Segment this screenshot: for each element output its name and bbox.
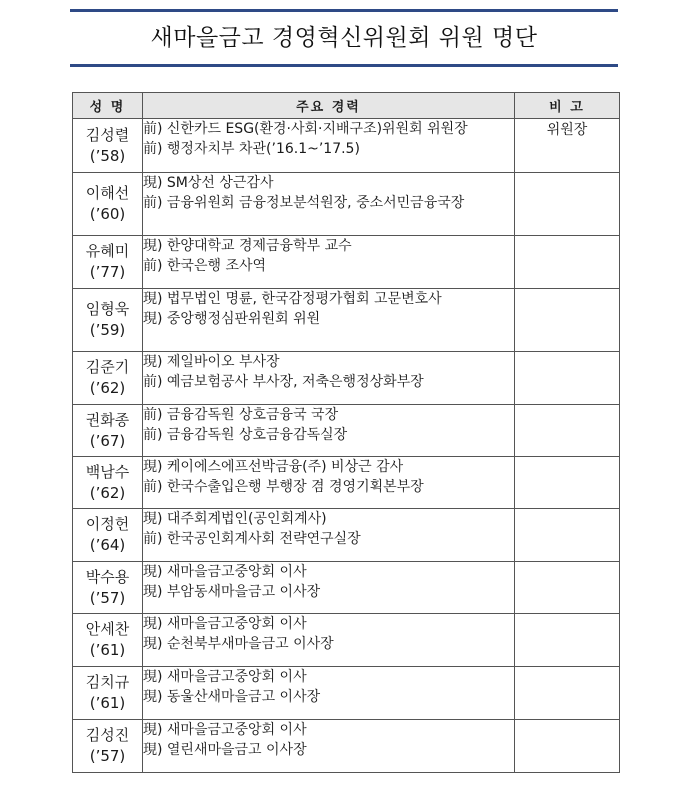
table-row (73, 352, 620, 405)
member-name: 김준기 (85, 358, 130, 376)
career-line: 現) 새마을금고중앙회 이사 (143, 722, 307, 738)
career-line: 現) 새마을금고중앙회 이사 (143, 616, 307, 632)
member-name-cell (73, 405, 143, 457)
member-note (515, 236, 620, 289)
career-line: 前) 금융감독원 상호금융국 국장 (143, 407, 339, 423)
member-table-body (73, 119, 620, 773)
member-name: 권화종 (85, 410, 130, 429)
table-row (73, 289, 620, 352)
member-note (515, 173, 620, 236)
member-birth-year: (’58) (89, 146, 126, 165)
member-birth-year: (’61) (89, 641, 126, 659)
career-line: 現) SM상선 상근감사 (143, 175, 274, 191)
career-line: 前) 금융위원회 금융정보분석원장, 중소서민금융국장 (143, 195, 465, 211)
member-name-cell (73, 667, 143, 720)
member-name-cell (73, 352, 143, 405)
career-line: 前) 한국은행 조사역 (143, 258, 267, 274)
career-line: 前) 예금보험공사 부사장, 저축은행정상화부장 (143, 374, 424, 390)
member-birth-year: (’77) (89, 263, 126, 281)
member-table (72, 92, 620, 773)
table-header-row (73, 93, 620, 119)
member-career-cell (143, 720, 515, 773)
member-birth-year: (’64) (89, 536, 126, 554)
member-career-cell (143, 289, 515, 352)
career-line: 現) 열린새마을금고 이사장 (143, 742, 307, 758)
member-career-cell (143, 457, 515, 509)
career-line: 現) 동울산새마을금고 이사장 (143, 689, 321, 705)
table-row (73, 667, 620, 720)
member-career-cell (143, 173, 515, 236)
member-birth-year: (’62) (89, 483, 126, 502)
table-row (73, 509, 620, 562)
career-line: 現) 중앙행정심판위원회 위원 (143, 311, 321, 327)
career-line: 現) 대주회계법인(공인회계사) (143, 511, 327, 527)
career-line: 前) 행정자치부 차관(’16.1~’17.5) (143, 141, 360, 157)
member-name: 이정헌 (85, 515, 130, 533)
member-name-cell (73, 457, 143, 509)
header-note: 비 고 (515, 93, 620, 119)
member-note (515, 509, 620, 562)
member-name: 김성진 (85, 726, 130, 744)
header-name: 성 명 (73, 93, 143, 119)
member-note (515, 667, 620, 720)
member-name-cell (73, 720, 143, 773)
title-bottom-rule (70, 64, 618, 67)
member-name-cell (73, 289, 143, 352)
table-row (73, 405, 620, 457)
member-name: 이해선 (85, 184, 130, 202)
career-line: 前) 한국수출입은행 부행장 겸 경영기획본부장 (143, 479, 424, 495)
table-row (73, 562, 620, 614)
member-name: 임형욱 (85, 300, 130, 318)
member-note (515, 562, 620, 614)
career-line: 前) 금융감독원 상호금융감독실장 (143, 427, 348, 443)
member-birth-year: (’57) (89, 747, 126, 765)
member-birth-year: (’57) (89, 588, 126, 607)
table-row (73, 173, 620, 236)
member-career-cell (143, 352, 515, 405)
career-line: 現) 새마을금고중앙회 이사 (143, 669, 307, 685)
member-career-cell (143, 119, 515, 173)
member-name: 안세찬 (85, 620, 130, 638)
member-note (515, 614, 620, 667)
member-name-cell (73, 509, 143, 562)
member-career-cell (143, 562, 515, 614)
member-name-cell (73, 562, 143, 614)
career-line: 現) 케이에스에프선박금융(주) 비상근 감사 (143, 459, 404, 475)
member-birth-year: (’62) (89, 379, 126, 397)
page-title: 새마을금고 경영혁신위원회 위원 명단 (150, 25, 538, 51)
career-line: 前) 신한카드 ESG(환경·사회·지배구조)위원회 위원장 (143, 121, 468, 137)
member-career-cell (143, 236, 515, 289)
member-note (515, 289, 620, 352)
member-name-cell (73, 173, 143, 236)
member-note (515, 352, 620, 405)
career-line: 現) 제일바이오 부사장 (143, 354, 280, 370)
career-line: 現) 법무법인 명륜, 한국감정평가협회 고문변호사 (143, 291, 442, 307)
career-line: 現) 한양대학교 경제금융학부 교수 (143, 238, 352, 254)
member-birth-year: (’59) (89, 321, 126, 339)
member-career-cell (143, 667, 515, 720)
table-row (73, 236, 620, 289)
member-note (515, 405, 620, 457)
member-note: 위원장 (515, 119, 620, 173)
career-line: 現) 부암동새마을금고 이사장 (143, 584, 321, 600)
career-line: 現) 새마을금고중앙회 이사 (143, 564, 307, 580)
member-note (515, 457, 620, 509)
member-name-cell (73, 119, 143, 173)
member-name-cell (73, 236, 143, 289)
member-name: 김치규 (85, 673, 130, 691)
career-line: 現) 순천북부새마을금고 이사장 (143, 636, 334, 652)
title-top-rule (70, 9, 618, 12)
table-row (73, 457, 620, 509)
member-note (515, 720, 620, 773)
member-career-cell (143, 509, 515, 562)
table-row (73, 614, 620, 667)
member-name: 유혜미 (85, 242, 130, 260)
member-name: 백남수 (85, 462, 130, 481)
member-name-cell (73, 614, 143, 667)
member-career-cell (143, 405, 515, 457)
header-career: 주요 경력 (143, 93, 515, 119)
member-birth-year: (’67) (89, 431, 126, 450)
member-career-cell (143, 614, 515, 667)
table-row (73, 119, 620, 173)
career-line: 前) 한국공인회계사회 전략연구실장 (143, 531, 361, 547)
member-name: 김성렬 (85, 125, 130, 144)
member-name: 박수용 (85, 567, 130, 586)
member-birth-year: (’60) (89, 205, 126, 223)
member-birth-year: (’61) (89, 694, 126, 712)
table-row (73, 720, 620, 773)
